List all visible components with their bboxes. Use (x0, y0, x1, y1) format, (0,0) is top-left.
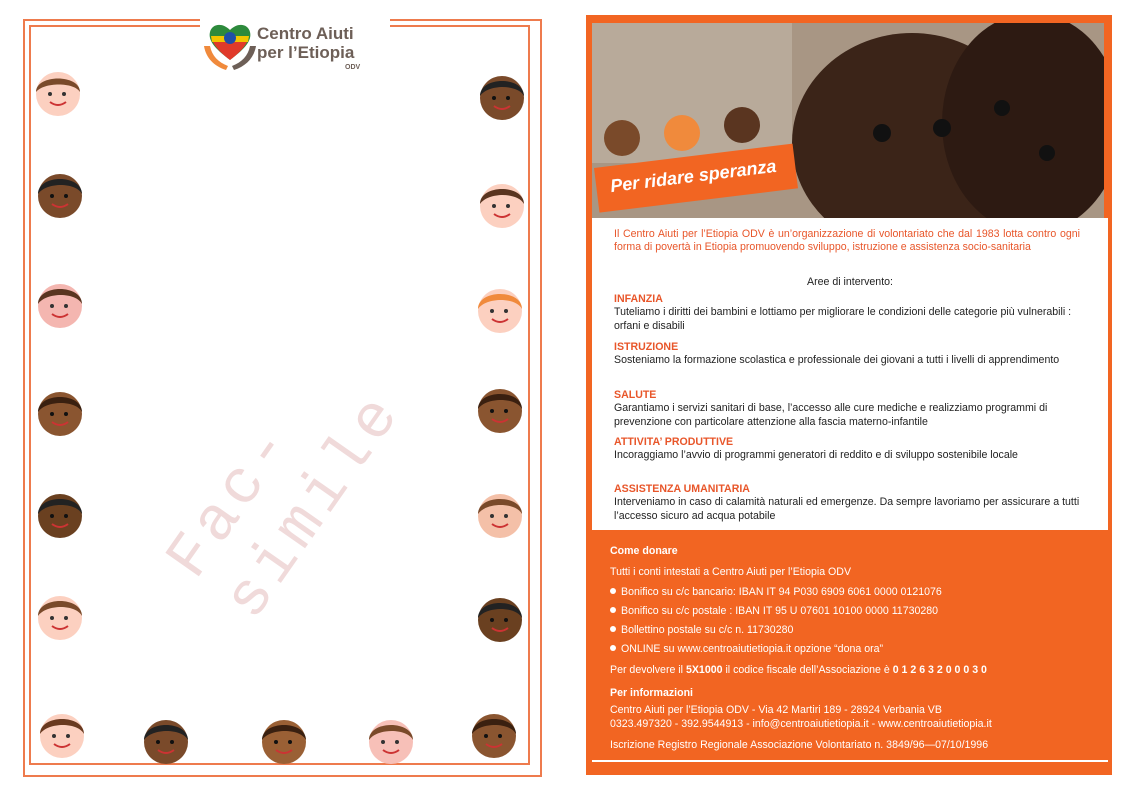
banner-title: Per ridare speranza (609, 155, 778, 197)
five-per-mille-middle: il codice fiscale dell’Associazione è (722, 664, 893, 676)
intro-text: Il Centro Aiuti per l’Etiopia ODV è un’organizzazione di volontariato che dal 1983 lotta contro ogni forma di povertà in Etiopia promuovendo sviluppo, istruzione e assistenza socio-sanitaria (614, 228, 1080, 253)
child-face-icon (472, 281, 528, 337)
info-contacts: 0323.497320 - 392.9544913 - info@centroaiutietiopia.it - www.centroaiutietiopia.it (610, 718, 992, 730)
bullet-icon (610, 626, 616, 632)
section-body: Garantiamo i servizi sanitari di base, l’accesso alle cure mediche e realizziamo programmi di prevenzione con particolare attenzione alla fascia materno-infantile (614, 402, 1048, 428)
child-face-icon (363, 712, 419, 768)
section-body: Interveniamo in caso di calamità naturali ed emergenze. Da sempre lavoriamo per assicurare a tutti l’accesso sicuro ad acqua potabile (614, 496, 1080, 522)
flyer-page (586, 15, 1112, 775)
child-face-icon (32, 486, 88, 542)
bullet-icon (610, 588, 616, 594)
logo-line-2: per l’Etiopia (257, 43, 355, 62)
section-body: Sosteniamo la formazione scolastica e professionale dei giovani a tutti i livelli di apprendimento (614, 354, 1060, 366)
section-heading: ATTIVITA’ PRODUTTIVE (614, 436, 734, 448)
children-photo (592, 23, 1104, 218)
donate-item (610, 624, 793, 636)
logo-suffix: ODV (345, 64, 361, 71)
child-face-icon (30, 64, 86, 120)
donate-item-text: ONLINE su www.centroaiutietiopia.it opzione “dona ora” (621, 643, 884, 655)
section-heading: ASSISTENZA UMANITARIA (614, 483, 750, 495)
areas-title: Aree di intervento: (807, 276, 893, 288)
donate-item-text: Bonifico su c/c bancario: IBAN IT 94 P030 6909 6061 0000 0121076 (621, 586, 942, 598)
facsimile-page (20, 16, 547, 782)
child-face-icon (138, 712, 194, 768)
child-face-icon (34, 706, 90, 762)
section-body: Incoraggiamo l’avvio di programmi generatori di reddito e di sviluppo sostenibile locale (614, 449, 1018, 461)
fiscal-code: 0 1 2 6 3 2 0 0 0 3 0 (892, 664, 987, 676)
logo-line-1: Centro Aiuti (257, 24, 354, 43)
child-face-icon (474, 176, 530, 232)
child-face-icon (472, 590, 528, 646)
child-face-icon (32, 276, 88, 332)
donate-heading: Come donare (610, 545, 678, 557)
child-face-icon (256, 712, 312, 768)
child-face-icon (472, 381, 528, 437)
donate-item (610, 643, 883, 655)
organization-logo (200, 16, 390, 76)
donate-item (610, 605, 938, 617)
bullet-icon (610, 607, 616, 613)
five-per-mille (610, 664, 987, 676)
heart-hands-icon (200, 16, 260, 74)
child-face-icon (474, 68, 530, 124)
donate-accounts: Tutti i conti intestati a Centro Aiuti per l’Etiopia ODV (610, 566, 852, 578)
section-heading: SALUTE (614, 389, 657, 401)
five-per-mille-prefix: Per devolvere il (610, 664, 686, 676)
donate-item-text: Bollettino postale su c/c n. 11730280 (621, 624, 794, 636)
donate-item (610, 586, 942, 598)
info-registry: Iscrizione Registro Regionale Associazione Volontariato n. 3849/96—07/10/1996 (610, 739, 989, 751)
five-per-mille-label: 5X1000 (685, 664, 723, 676)
donate-item-text: Bonifico su c/c postale : IBAN IT 95 U 07601 10100 0000 11730280 (621, 605, 939, 617)
info-heading: Per informazioni (610, 687, 693, 699)
bullet-icon (610, 645, 616, 651)
about-section (592, 218, 1108, 530)
facsimile-watermark: Fac-simile (152, 379, 418, 633)
child-face-icon (32, 588, 88, 644)
section-body: Tuteliamo i diritti dei bambini e lottiamo per migliorare le condizioni delle categorie più vulnerabili : orfani e disabili (614, 306, 1072, 332)
bottom-divider (592, 760, 1108, 762)
info-address: Centro Aiuti per l’Etiopia ODV - Via 42 Martiri 189 - 28924 Verbania VB (610, 704, 942, 716)
child-face-icon (32, 384, 88, 440)
child-face-icon (32, 166, 88, 222)
logo-text (257, 24, 354, 62)
child-face-icon (466, 706, 522, 762)
section-heading: INFANZIA (614, 293, 663, 305)
section-heading: ISTRUZIONE (614, 341, 679, 353)
child-face-icon (472, 486, 528, 542)
